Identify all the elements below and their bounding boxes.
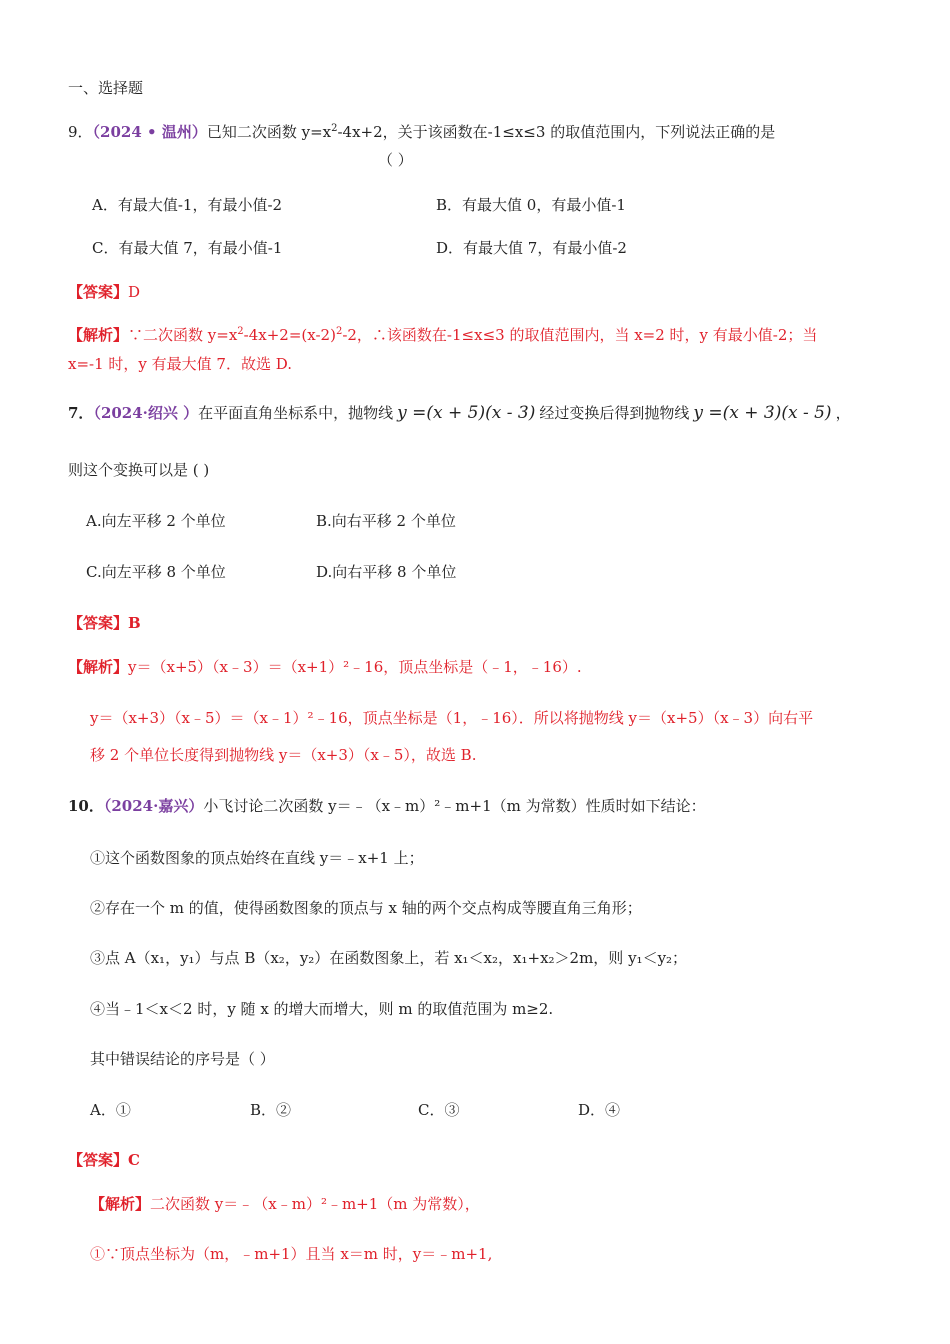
question-source: （2024 • 温州） bbox=[92, 123, 207, 141]
stem-part: -4x+2，关于该函数在-1≤x≤3 的取值范围内，下列说法正确的是 bbox=[337, 123, 776, 141]
answer-label: 【答案】 bbox=[68, 283, 129, 301]
answer bbox=[68, 613, 141, 633]
statement-1: ①这个函数图象的顶点始终在直线 y＝﹣x+1 上； bbox=[90, 849, 424, 867]
question-source: （2024·嘉兴） bbox=[103, 797, 204, 815]
answer-value: B bbox=[128, 614, 141, 632]
analysis-line-1 bbox=[90, 1194, 480, 1214]
question-prompt: 其中错误结论的序号是（ ） bbox=[90, 1050, 275, 1068]
analysis-label: 【解析】 bbox=[68, 658, 129, 676]
analysis-line-1 bbox=[68, 657, 582, 677]
option-b: B．② bbox=[250, 1101, 292, 1119]
analysis-line-3: 移 2 个单位长度得到抛物线 y＝（x+3）（x﹣5），故选 B. bbox=[90, 746, 477, 764]
statement-2: ②存在一个 m 的值，使得函数图象的顶点与 x 轴的两个交点构成等腰直角三角形； bbox=[90, 899, 642, 917]
analysis-line-2: y＝（x+3）（x﹣5）＝（x﹣1）²﹣16，顶点坐标是（1，﹣16）．所以将抛物线 y＝（x+5）（x﹣3）向右平 bbox=[90, 709, 814, 727]
analysis-line-2: x=-1 时，y 有最大值 7．故选 D. bbox=[68, 355, 292, 373]
option-b: B．有最大值 0，有最小值-1 bbox=[436, 196, 626, 214]
answer-blank: （ ） bbox=[378, 151, 413, 169]
question-number: 7． bbox=[68, 404, 94, 422]
analysis-text: ∵二次函数 y=x bbox=[128, 326, 238, 344]
question-7-stem bbox=[68, 400, 851, 426]
option-b: B.向右平移 2 个单位 bbox=[316, 512, 456, 530]
statement-4: ④当﹣1＜x＜2 时，y 随 x 的增大而增大，则 m 的取值范围为 m≥2. bbox=[90, 1000, 554, 1018]
option-d: D．有最大值 7，有最小值-2 bbox=[436, 239, 627, 257]
analysis-line-1 bbox=[68, 325, 817, 345]
analysis-line-2: ①∵顶点坐标为（m，﹣m+1）且当 x＝m 时，y＝﹣m+1, bbox=[90, 1245, 493, 1263]
analysis-label: 【解析】 bbox=[68, 326, 129, 344]
option-c: C.向左平移 8 个单位 bbox=[86, 563, 226, 581]
stem-part: 在平面直角坐标系中，抛物线 bbox=[198, 404, 394, 422]
analysis-text: -2，∴该函数在-1≤x≤3 的取值范围内，当 x=2 时，y 有最小值-2；当 bbox=[342, 326, 818, 344]
analysis-text: -4x+2=(x-2) bbox=[243, 326, 336, 344]
option-a: A．① bbox=[90, 1101, 131, 1119]
formula: y =(x + 5)(x - 3) bbox=[397, 403, 536, 423]
option-c: C．有最大值 7，有最小值-1 bbox=[92, 239, 283, 257]
stem-part: 已知二次函数 y=x bbox=[206, 123, 332, 141]
option-d: D．④ bbox=[578, 1101, 621, 1119]
answer-value: D bbox=[128, 283, 141, 301]
answer-label: 【答案】 bbox=[68, 1151, 129, 1169]
formula: y =(x + 3)(x - 5) bbox=[693, 403, 832, 423]
answer bbox=[68, 282, 140, 302]
answer bbox=[68, 1150, 140, 1170]
option-c: C．③ bbox=[418, 1101, 460, 1119]
stem-part: ， bbox=[835, 404, 851, 422]
section-title: 一、选择题 bbox=[68, 79, 144, 97]
question-source: （2024·绍兴 ） bbox=[93, 404, 199, 422]
statement-3: ③点 A（x₁，y₁）与点 B（x₂，y₂）在函数图象上，若 x₁＜x₂，x₁+x₂＞2m，则 y₁＜y₂； bbox=[90, 949, 688, 967]
question-10-stem bbox=[68, 796, 706, 816]
exponent: 2 bbox=[237, 326, 244, 337]
question-number: 10． bbox=[68, 797, 104, 815]
option-a: A.向左平移 2 个单位 bbox=[86, 512, 226, 530]
analysis-text: y＝（x+5）（x﹣3）＝（x+1）²﹣16，顶点坐标是（﹣1，﹣16）. bbox=[128, 658, 582, 676]
analysis-text: 二次函数 y＝﹣（x﹣m）²﹣m+1（m 为常数）， bbox=[150, 1195, 480, 1213]
option-a: A．有最大值-1，有最小值-2 bbox=[92, 196, 283, 214]
question-9-stem bbox=[68, 122, 775, 142]
exponent: 2 bbox=[335, 326, 343, 337]
option-d: D.向右平移 8 个单位 bbox=[316, 563, 457, 581]
question-7-line-2: 则这个变换可以是 ( ) bbox=[68, 461, 210, 479]
stem-part: 经过变换后得到抛物线 bbox=[539, 404, 690, 422]
stem-part: 小飞讨论二次函数 y＝﹣（x﹣m）²﹣m+1（m 为常数）性质时如下结论： bbox=[203, 797, 706, 815]
answer-label: 【答案】 bbox=[68, 614, 129, 632]
exponent: 2 bbox=[331, 123, 338, 134]
analysis-label: 【解析】 bbox=[90, 1195, 151, 1213]
answer-value: C bbox=[128, 1151, 140, 1169]
question-number: 9． bbox=[68, 123, 93, 141]
